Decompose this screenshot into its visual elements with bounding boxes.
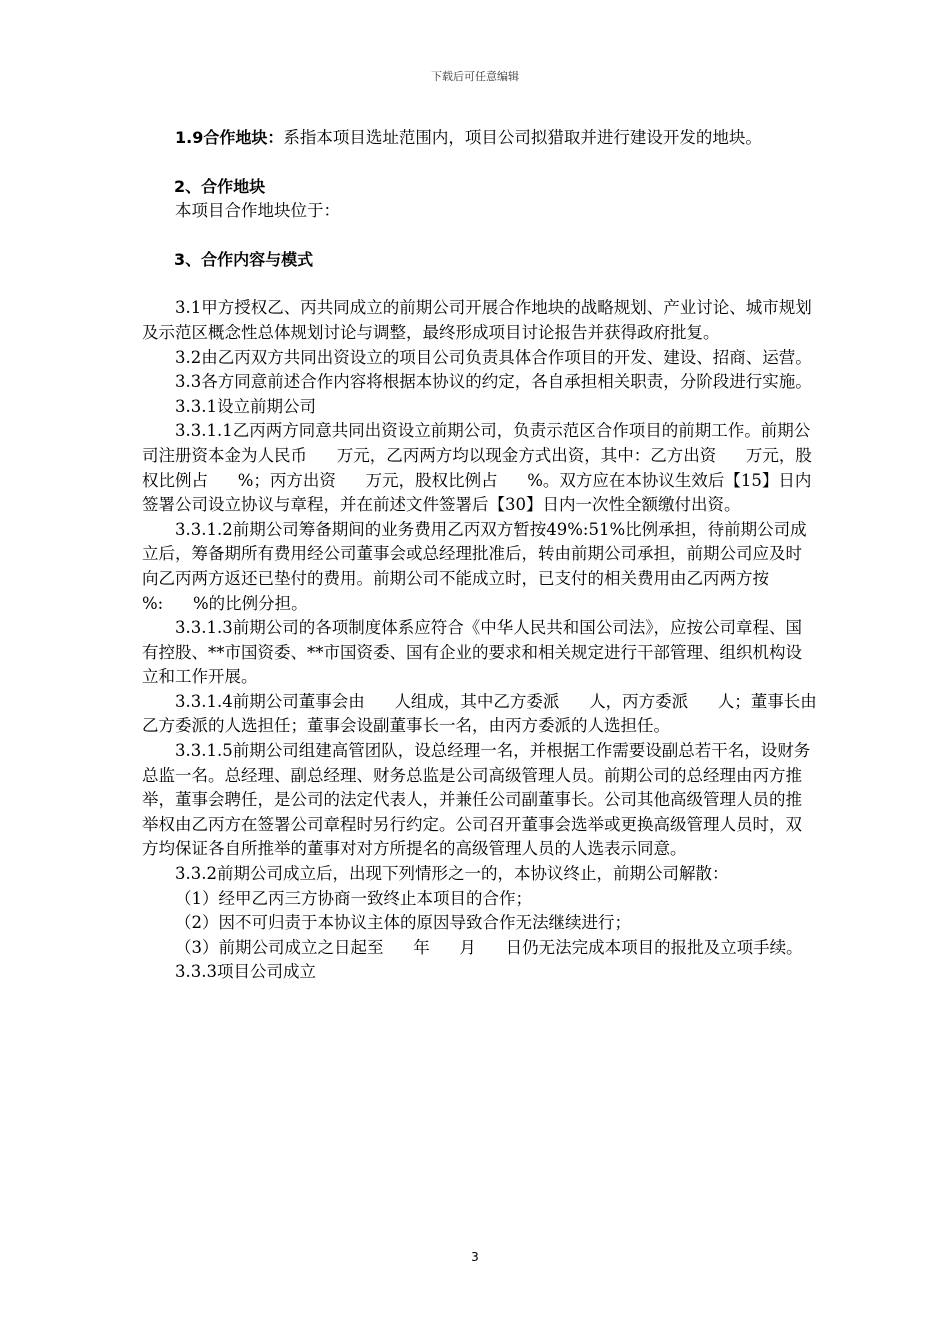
clause-text: 日仍无法完成本项目的报批及立项手续。 [505, 937, 803, 957]
section-2-text: 本项目合作地块位于： [175, 201, 340, 221]
clause-3-2: 3.2由乙丙双方共同出资设立的项目公司负责具体合作项目的开发、建设、招商、运营。 [175, 347, 812, 367]
clause-3-3-1-3: 3.3.1.3前期公司的各项制度体系应符合《中华人民共和国公司法》，应按公司章程、国有控股、**市国资委、**市国资委、国有企业的要求和相关规定进行干部管理、组织机构设立和工作开展。 [142, 618, 802, 687]
section-2-heading: 2、合作地块 [174, 176, 266, 196]
clause-text: %: [142, 593, 164, 613]
clause-text: 人；董事长由乙方委派的人选担任；董事会设副董事长一名，由丙方委派的人选担任。 [142, 691, 817, 736]
clause-text: 万元，股权比例占 [142, 445, 812, 490]
clause-text: %的比例分担。 [192, 593, 308, 613]
clause-text: 年 [413, 937, 430, 957]
clause-3-3-1: 3.3.1设立前期公司 [175, 396, 316, 416]
clause-text: 3.3.1.4前期公司董事会由 [175, 691, 365, 711]
list-item-1: （1）经甲乙丙三方协商一致终止本项目的合作； [175, 888, 532, 908]
clause-3-3-1-1 [142, 419, 818, 517]
clause-3-3-2: 3.3.2前期公司成立后，出现下列情形之一的，本协议终止，前期公司解散： [175, 864, 729, 884]
clause-text: %；丙方出资 [237, 470, 336, 490]
clause-3-1: 3.1甲方授权乙、丙共同成立的前期公司开展合作地块的战略规划、产业讨论、城市规划及示范区概念性总体规划讨论与调整，最终形成项目讨论报告并获得政府批复。 [142, 298, 812, 342]
list-item-3 [142, 936, 818, 961]
clause-3-3-1-4 [142, 690, 818, 739]
clause-text: 月 [459, 937, 476, 957]
clause-text: 3.3.1.2前期公司筹备期间的业务费用乙丙双方暂按49%:51%比例承担，待前期公司成立后，筹备期所有费用经公司董事会或总经理批准后，转由前期公司承担，前期公司应及时向乙丙两方返还已垫付的费用。前期公司不能成立时，已支付的相关费用由乙丙两方按 [142, 519, 807, 588]
clause-text: 人，丙方委派 [589, 691, 689, 711]
clause-text: 万元，股权比例占 [365, 470, 498, 490]
list-item-2: （2）因不可归责于本协议主体的原因导致合作无法继续进行； [175, 913, 631, 933]
page-header: 下载后可任意编辑 [431, 70, 519, 83]
clause-1-9 [142, 126, 818, 151]
clause-3-3-1-5: 3.3.1.5前期公司组建高管团队，设总经理一名，并根据工作需要设副总若干名，设财务总监一名。总经理、副总经理、财务总监是公司高级管理人员。前期公司的总经理由丙方推举，董事会聘任，是公司的法定代表人，并兼任公司副董事长。公司其他高级管理人员的推举权由乙丙方在签署公司章程时另行约定。公司召开董事会选举或更换高级管理人员时，双方均保证各自所推举的董事对对方所提名的高级管理人员的人选表示同意。 [142, 741, 811, 859]
clause-3-3: 3.3各方同意前述合作内容将根据本协议的约定，各自承担相关职责，分阶段进行实施。 [175, 372, 812, 392]
clause-text: 3.3.1.1乙丙两方同意共同出资设立前期公司，负责示范区合作项目的前期工作。前期公司注册资本金为人民币 [142, 421, 811, 465]
clause-text: %。双方应在本协议生效后【15】日内签署公司设立协议与章程，并在前述文件签署后【30】日内一次性全额缴付出资。 [142, 470, 812, 515]
document-body [142, 126, 818, 985]
clause-3-3-1-2 [142, 518, 818, 616]
page-number: 3 [471, 1250, 479, 1264]
clause-1-9-label: 1.9合作地块： [175, 128, 284, 147]
clause-text: 万元，乙丙两方均以现金方式出资，其中：乙方出资 [336, 445, 717, 465]
clause-text: （3）前期公司成立之日起至 [175, 937, 384, 957]
clause-text: 人组成，其中乙方委派 [394, 691, 560, 711]
clause-1-9-text: 系指本项目选址范围内，项目公司拟猎取并进行建设开发的地块。 [283, 128, 762, 147]
clause-3-3-3: 3.3.3项目公司成立 [175, 962, 316, 982]
section-3-heading: 3、合作内容与模式 [174, 249, 314, 269]
